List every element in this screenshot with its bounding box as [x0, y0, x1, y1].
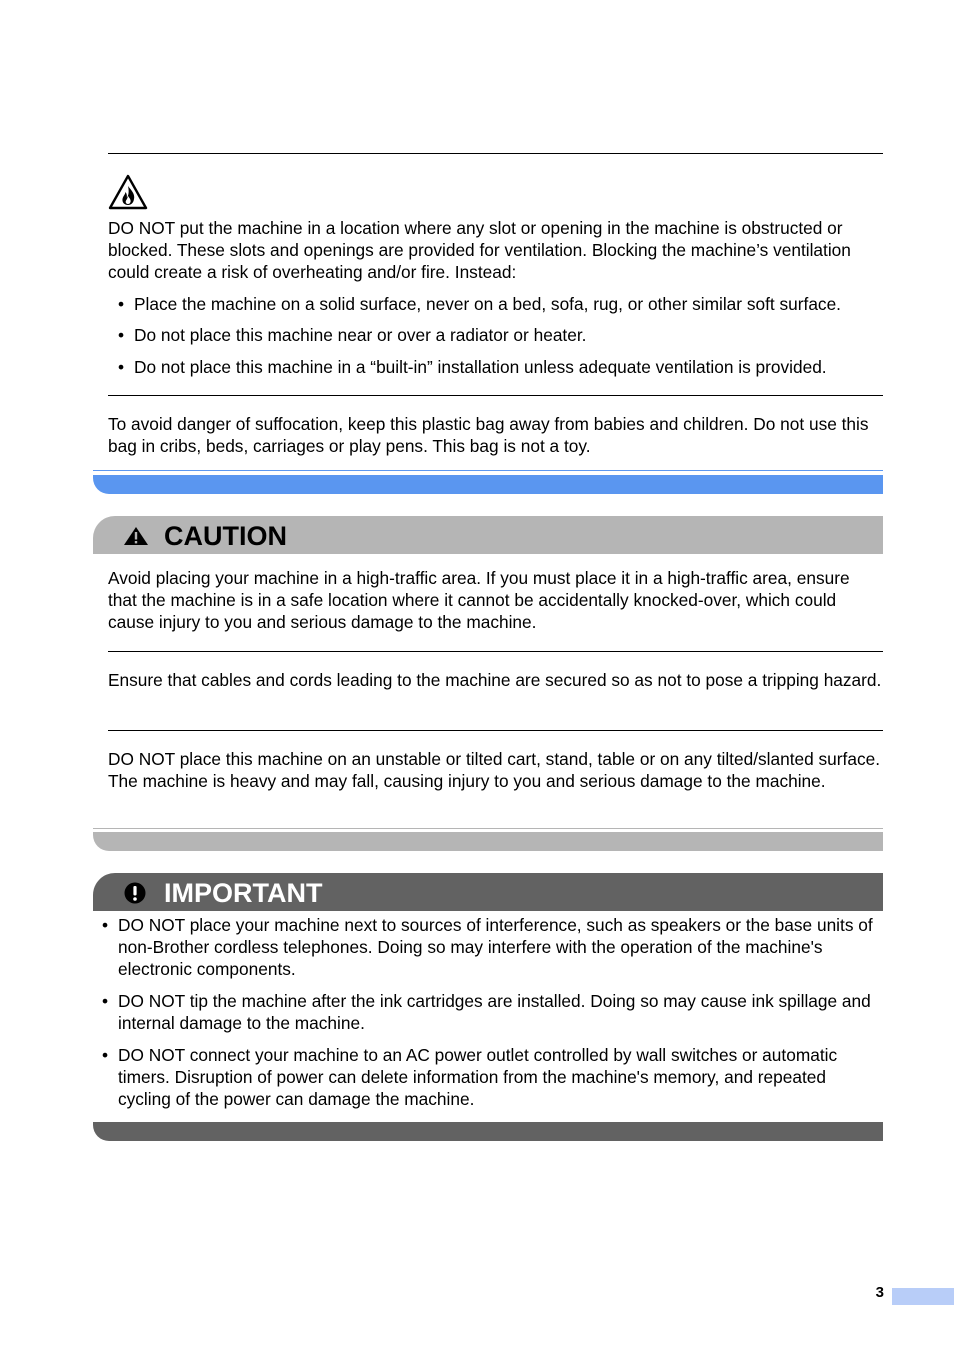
- caution-end-band: [93, 832, 883, 851]
- warning-end-band: [93, 475, 883, 494]
- list-item-text: Do not place this machine in a “built-in” installation unless adequate ventilation is provided.: [134, 357, 827, 377]
- list-item-text: Do not place this machine near or over a radiator or heater.: [134, 325, 587, 345]
- caution-end-line: [93, 828, 883, 829]
- fire-hazard-icon: [108, 174, 148, 210]
- important-title: IMPORTANT: [164, 878, 323, 908]
- list-item-text: DO NOT tip the machine after the ink cartridges are installed. Doing so may cause ink spillage and internal damage to the machine.: [118, 991, 871, 1033]
- caution-title: CAUTION: [164, 521, 287, 551]
- list-item: • Do not place this machine in a “built-in” installation unless adequate ventilation is provided.: [118, 356, 888, 378]
- warning-triangle-icon: [123, 526, 149, 546]
- suffocation-warning-text: To avoid danger of suffocation, keep this plastic bag away from babies and children. Do not use this bag in cribs, beds, carriages or play pens. This bag is not a toy.: [108, 414, 869, 456]
- caution-paragraph: DO NOT place this machine on an unstable or tilted cart, stand, table or on any tilted/slanted surface. The machine is heavy and may fall, causing injury to you and serious damage to the machine.: [108, 749, 880, 791]
- top-rule: [108, 153, 883, 154]
- caution-banner: [93, 516, 883, 554]
- list-item: • DO NOT connect your machine to an AC power outlet controlled by wall switches or automatic timers. Disruption of power can delete information from the machine's memory, and repeated cycling of the power can damage the machine.: [102, 1044, 883, 1110]
- list-item: • Place the machine on a solid surface, never on a bed, sofa, rug, or other similar soft surface.: [118, 293, 888, 315]
- list-item: • Do not place this machine near or over a radiator or heater.: [118, 324, 888, 346]
- divider: [108, 395, 883, 396]
- list-item: • DO NOT place your machine next to sources of interference, such as speakers or the base units of non-Brother cordless telephones. Doing so may interfere with the operation of the machine's electronic components.: [102, 914, 883, 980]
- caution-paragraph: Ensure that cables and cords leading to the machine are secured so as not to pose a tripping hazard.: [108, 670, 882, 690]
- warning-end-line: [93, 470, 883, 471]
- important-banner: [93, 873, 883, 911]
- page-tab: [892, 1288, 954, 1305]
- important-end-band: [93, 1122, 883, 1141]
- list-item-text: Place the machine on a solid surface, never on a bed, sofa, rug, or other similar soft surface.: [134, 294, 841, 314]
- list-item: • DO NOT tip the machine after the ink cartridges are installed. Doing so may cause ink spillage and internal damage to the machine.: [102, 990, 883, 1034]
- ventilation-warning-text: DO NOT put the machine in a location where any slot or opening in the machine is obstructed or blocked. These slots and openings are provided for ventilation. Blocking the machine’s ventilation could create a risk of overheating and/or fire. Instead:: [108, 218, 851, 282]
- divider: [108, 651, 883, 652]
- divider: [108, 730, 883, 731]
- list-item-text: DO NOT connect your machine to an AC power outlet controlled by wall switches or automatic timers. Disruption of power can delete information from the machine's memory, and repeated cycling of the power can damage the machine.: [118, 1045, 838, 1109]
- list-item-text: DO NOT place your machine next to sources of interference, such as speakers or the base units of non-Brother cordless telephones. Doing so may interfere with the operation of the machine's electronic components.: [118, 915, 873, 979]
- caution-paragraph: Avoid placing your machine in a high-traffic area. If you must place it in a high-traffic area, ensure that the machine is in a safe location where it cannot be accidentally knocked-over, which could cause injury to you and serious damage to the machine.: [108, 568, 850, 632]
- page-number: 3: [875, 1284, 884, 1301]
- exclamation-circle-icon: [124, 882, 146, 904]
